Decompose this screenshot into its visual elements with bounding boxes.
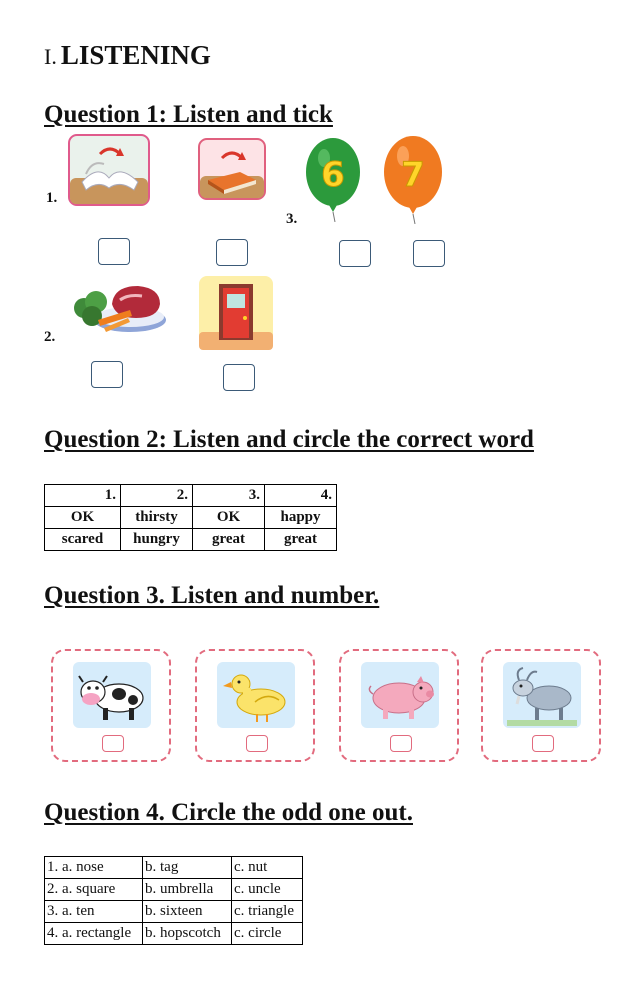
q2-word[interactable]: great [265,529,337,551]
tick-box-3a[interactable] [339,240,371,267]
q4-option[interactable]: c. nut [232,857,303,879]
table-row [45,901,303,923]
question-1-title: Question 1: Listen and tick [44,101,333,128]
food-plate-icon [68,280,168,338]
q4-option[interactable]: c. triangle [232,901,303,923]
door-icon [199,276,273,350]
q4-option[interactable]: 2. a. square [45,879,143,901]
pig-icon [361,662,439,728]
balloon-six-number: 6 [321,155,345,195]
q4-option[interactable]: b. umbrella [143,879,232,901]
tick-box-2b[interactable] [223,364,255,391]
open-book-icon [68,134,150,206]
cow-icon [73,662,151,728]
q4-option[interactable]: 4. a. rectangle [45,923,143,945]
section-heading [44,40,211,71]
balloon-seven-icon [382,134,444,224]
tick-box-1b[interactable] [216,239,248,266]
q2-word[interactable]: hungry [121,529,193,551]
q4-odd-one-out-table [44,856,303,945]
q2-header-3: 3. [193,485,265,507]
number-box-duck[interactable] [246,735,268,752]
q4-option[interactable]: c. circle [232,923,303,945]
q2-word[interactable]: great [193,529,265,551]
table-row [45,879,303,901]
number-box-pig[interactable] [390,735,412,752]
section-roman: I. [44,44,57,69]
q2-word[interactable]: OK [45,507,121,529]
table-row [45,857,303,879]
tick-box-1a[interactable] [98,238,130,265]
animal-card-pig [339,649,459,762]
question-2-title: Question 2: Listen and circle the correct word [44,426,534,453]
q2-word[interactable]: OK [193,507,265,529]
goat-icon [503,662,581,728]
question-4-title: Question 4. Circle the odd one out. [44,799,413,826]
q2-word[interactable]: thirsty [121,507,193,529]
animal-card-cow [51,649,171,762]
table-row [45,923,303,945]
closed-book-icon [198,138,266,200]
q1-label-3: 3. [286,211,298,227]
q2-header-1: 1. [45,485,121,507]
q2-word[interactable]: happy [265,507,337,529]
number-box-goat[interactable] [532,735,554,752]
section-title: LISTENING [60,40,211,70]
q4-option[interactable]: b. hopscotch [143,923,232,945]
q2-word-table [44,484,337,551]
q2-word[interactable]: scared [45,529,121,551]
q4-option[interactable]: c. uncle [232,879,303,901]
q4-option[interactable]: 3. a. ten [45,901,143,923]
q4-option[interactable]: b. sixteen [143,901,232,923]
balloon-seven-number: 7 [401,155,425,195]
duck-icon [217,662,295,728]
q2-header-2: 2. [121,485,193,507]
animal-card-duck [195,649,315,762]
tick-box-2a[interactable] [91,361,123,388]
q4-option[interactable]: 1. a. nose [45,857,143,879]
balloon-six-icon [304,136,362,222]
animal-card-goat [481,649,601,762]
number-box-cow[interactable] [102,735,124,752]
q4-option[interactable]: b. tag [143,857,232,879]
q1-label-1: 1. [46,190,58,206]
q1-label-2: 2. [44,329,56,345]
q2-header-4: 4. [265,485,337,507]
question-3-title: Question 3. Listen and number. [44,582,380,609]
tick-box-3b[interactable] [413,240,445,267]
